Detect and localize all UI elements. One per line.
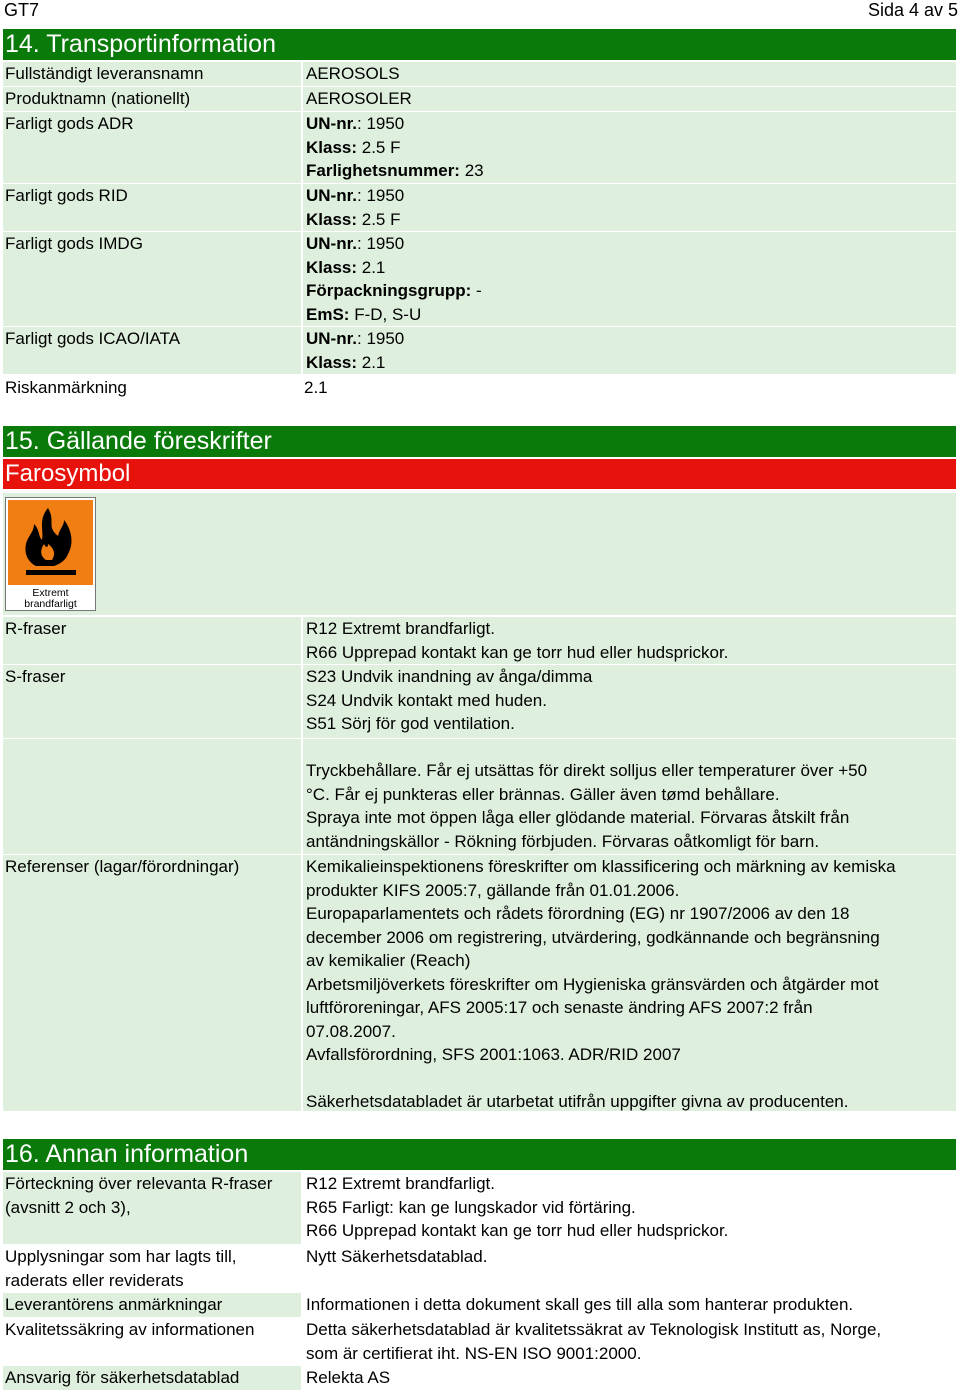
label: Upplysningar som har lagts till, raderats eller reviderats <box>3 1245 301 1292</box>
row-risk <box>3 376 956 400</box>
value: UN-nr.: 1950 Klass: 2.1 Förpackningsgrupp: - EmS: F-D, S-U <box>303 232 956 326</box>
label: Produktnamn (nationellt) <box>3 87 301 111</box>
source-note: Säkerhetsdatabladet är utarbetat utifrån uppgifter givna av producenten. <box>306 1092 849 1111</box>
flame-icon <box>8 500 93 585</box>
row-references <box>3 855 956 1111</box>
value: 2.1 <box>301 376 956 400</box>
page-number: Sida 4 av 5 <box>867 0 958 20</box>
label: Kvalitetssäkring av informationen <box>3 1318 301 1365</box>
row-product-name <box>3 87 956 111</box>
row-r-list <box>3 1172 956 1244</box>
value: Nytt Säkerhetsdatablad. <box>303 1245 956 1292</box>
label: Riskanmärkning <box>3 376 301 400</box>
row-imdg <box>3 232 956 326</box>
value: S23 Undvik inandning av ånga/dimma S24 Undvik kontakt med huden. S51 Sörj för god ventilation. <box>303 665 956 738</box>
value: AEROSOLS <box>303 62 956 86</box>
value: Detta säkerhetsdatablad är kvalitetssäkrat av Teknologisk Institutt as, Norge, som är certifierat iht. NS-EN ISO 9001:2000. <box>303 1318 956 1365</box>
row-responsible <box>3 1366 956 1390</box>
value: Informationen i detta dokument skall ges till alla som hanterar produkten. <box>303 1293 956 1317</box>
label: Leverantörens anmärkningar <box>3 1293 301 1317</box>
symbol-caption: Extremt brandfarligt <box>24 587 77 610</box>
label: R-fraser <box>3 617 301 664</box>
label-empty <box>3 739 301 854</box>
farosymbol-heading: Farosymbol <box>3 459 956 489</box>
value: UN-nr.: 1950 Klass: 2.1 <box>303 327 956 374</box>
label: S-fraser <box>3 665 301 738</box>
page-header <box>0 0 960 22</box>
label: Farligt gods ADR <box>3 112 301 183</box>
section-16-title: 16. Annan information <box>3 1139 956 1170</box>
value: AEROSOLER <box>303 87 956 111</box>
label: Referenser (lagar/förordningar) <box>3 855 301 1111</box>
section-14-title: 14. Transportinformation <box>3 29 956 60</box>
value: Kemikalieinspektionens föreskrifter om klassificering och märkning av kemiska produkter KIFS 2005:7, gällande från 01.01.2006. Europaparlamentets och rådets förordning (EG) nr 1907/2006 av den 18 december 2006 om registrering, utvärdering, godkännande och begränsning av kemikalier (Reach) Arbetsmiljöverkets föreskrifter om Hygieniska gränsvärden och åtgärder mot luftföroreningar, AFS 2005:17 och senaste ändring AFS 2007:2 från 07.08.2007. Avfallsförordning, SFS 2001:1063. ADR/RID 2007 Säkerhetsdatabladet är utarbetat utifrån uppgifter givna av producenten. <box>303 855 956 1111</box>
value: UN-nr.: 1950 Klass: 2.5 F Farlighetsnummer: 23 <box>303 112 956 183</box>
label: Farligt gods ICAO/IATA <box>3 327 301 374</box>
value: R12 Extremt brandfarligt. R65 Farligt: kan ge lungskador vid förtäring. R66 Upprepad kontakt kan ge torr hud eller hudsprickor. <box>303 1172 956 1244</box>
row-rid <box>3 184 956 231</box>
row-adr <box>3 112 956 183</box>
value: Relekta AS <box>303 1366 956 1390</box>
row-icao <box>3 327 956 374</box>
row-r-phrases <box>3 617 956 664</box>
label: Farligt gods RID <box>3 184 301 231</box>
hazard-pictogram <box>5 497 96 611</box>
row-s-phrases <box>3 665 956 738</box>
section-15-title: 15. Gällande föreskrifter <box>3 426 956 457</box>
label: Farligt gods IMDG <box>3 232 301 326</box>
row-changes <box>3 1245 956 1292</box>
row-supplier <box>3 1293 956 1317</box>
row-extra-phrases <box>3 739 956 854</box>
label: Förteckning över relevanta R-fraser (avsnitt 2 och 3), <box>3 1172 301 1244</box>
label: Fullständigt leveransnamn <box>3 62 301 86</box>
value: Tryckbehållare. Får ej utsättas för direkt solljus eller temperaturer över +50 °C. Får ej punkteras eller brännas. Gäller även tømd behållare. Spraya inte mot öppen låga eller glödande material. Förvaras åtskilt från antändningskällor - Rökning förbjuden. Förvaras oåtkomligt för barn. <box>303 739 956 854</box>
value: R12 Extremt brandfarligt. R66 Upprepad kontakt kan ge torr hud eller hudsprickor. <box>303 617 956 664</box>
document-code: GT7 <box>4 0 40 20</box>
label: Ansvarig för säkerhetsdatablad <box>3 1366 301 1390</box>
hazard-symbol-area <box>3 493 956 615</box>
row-quality <box>3 1318 956 1365</box>
row-shipping-name <box>3 62 956 86</box>
value: UN-nr.: 1950 Klass: 2.5 F <box>303 184 956 231</box>
